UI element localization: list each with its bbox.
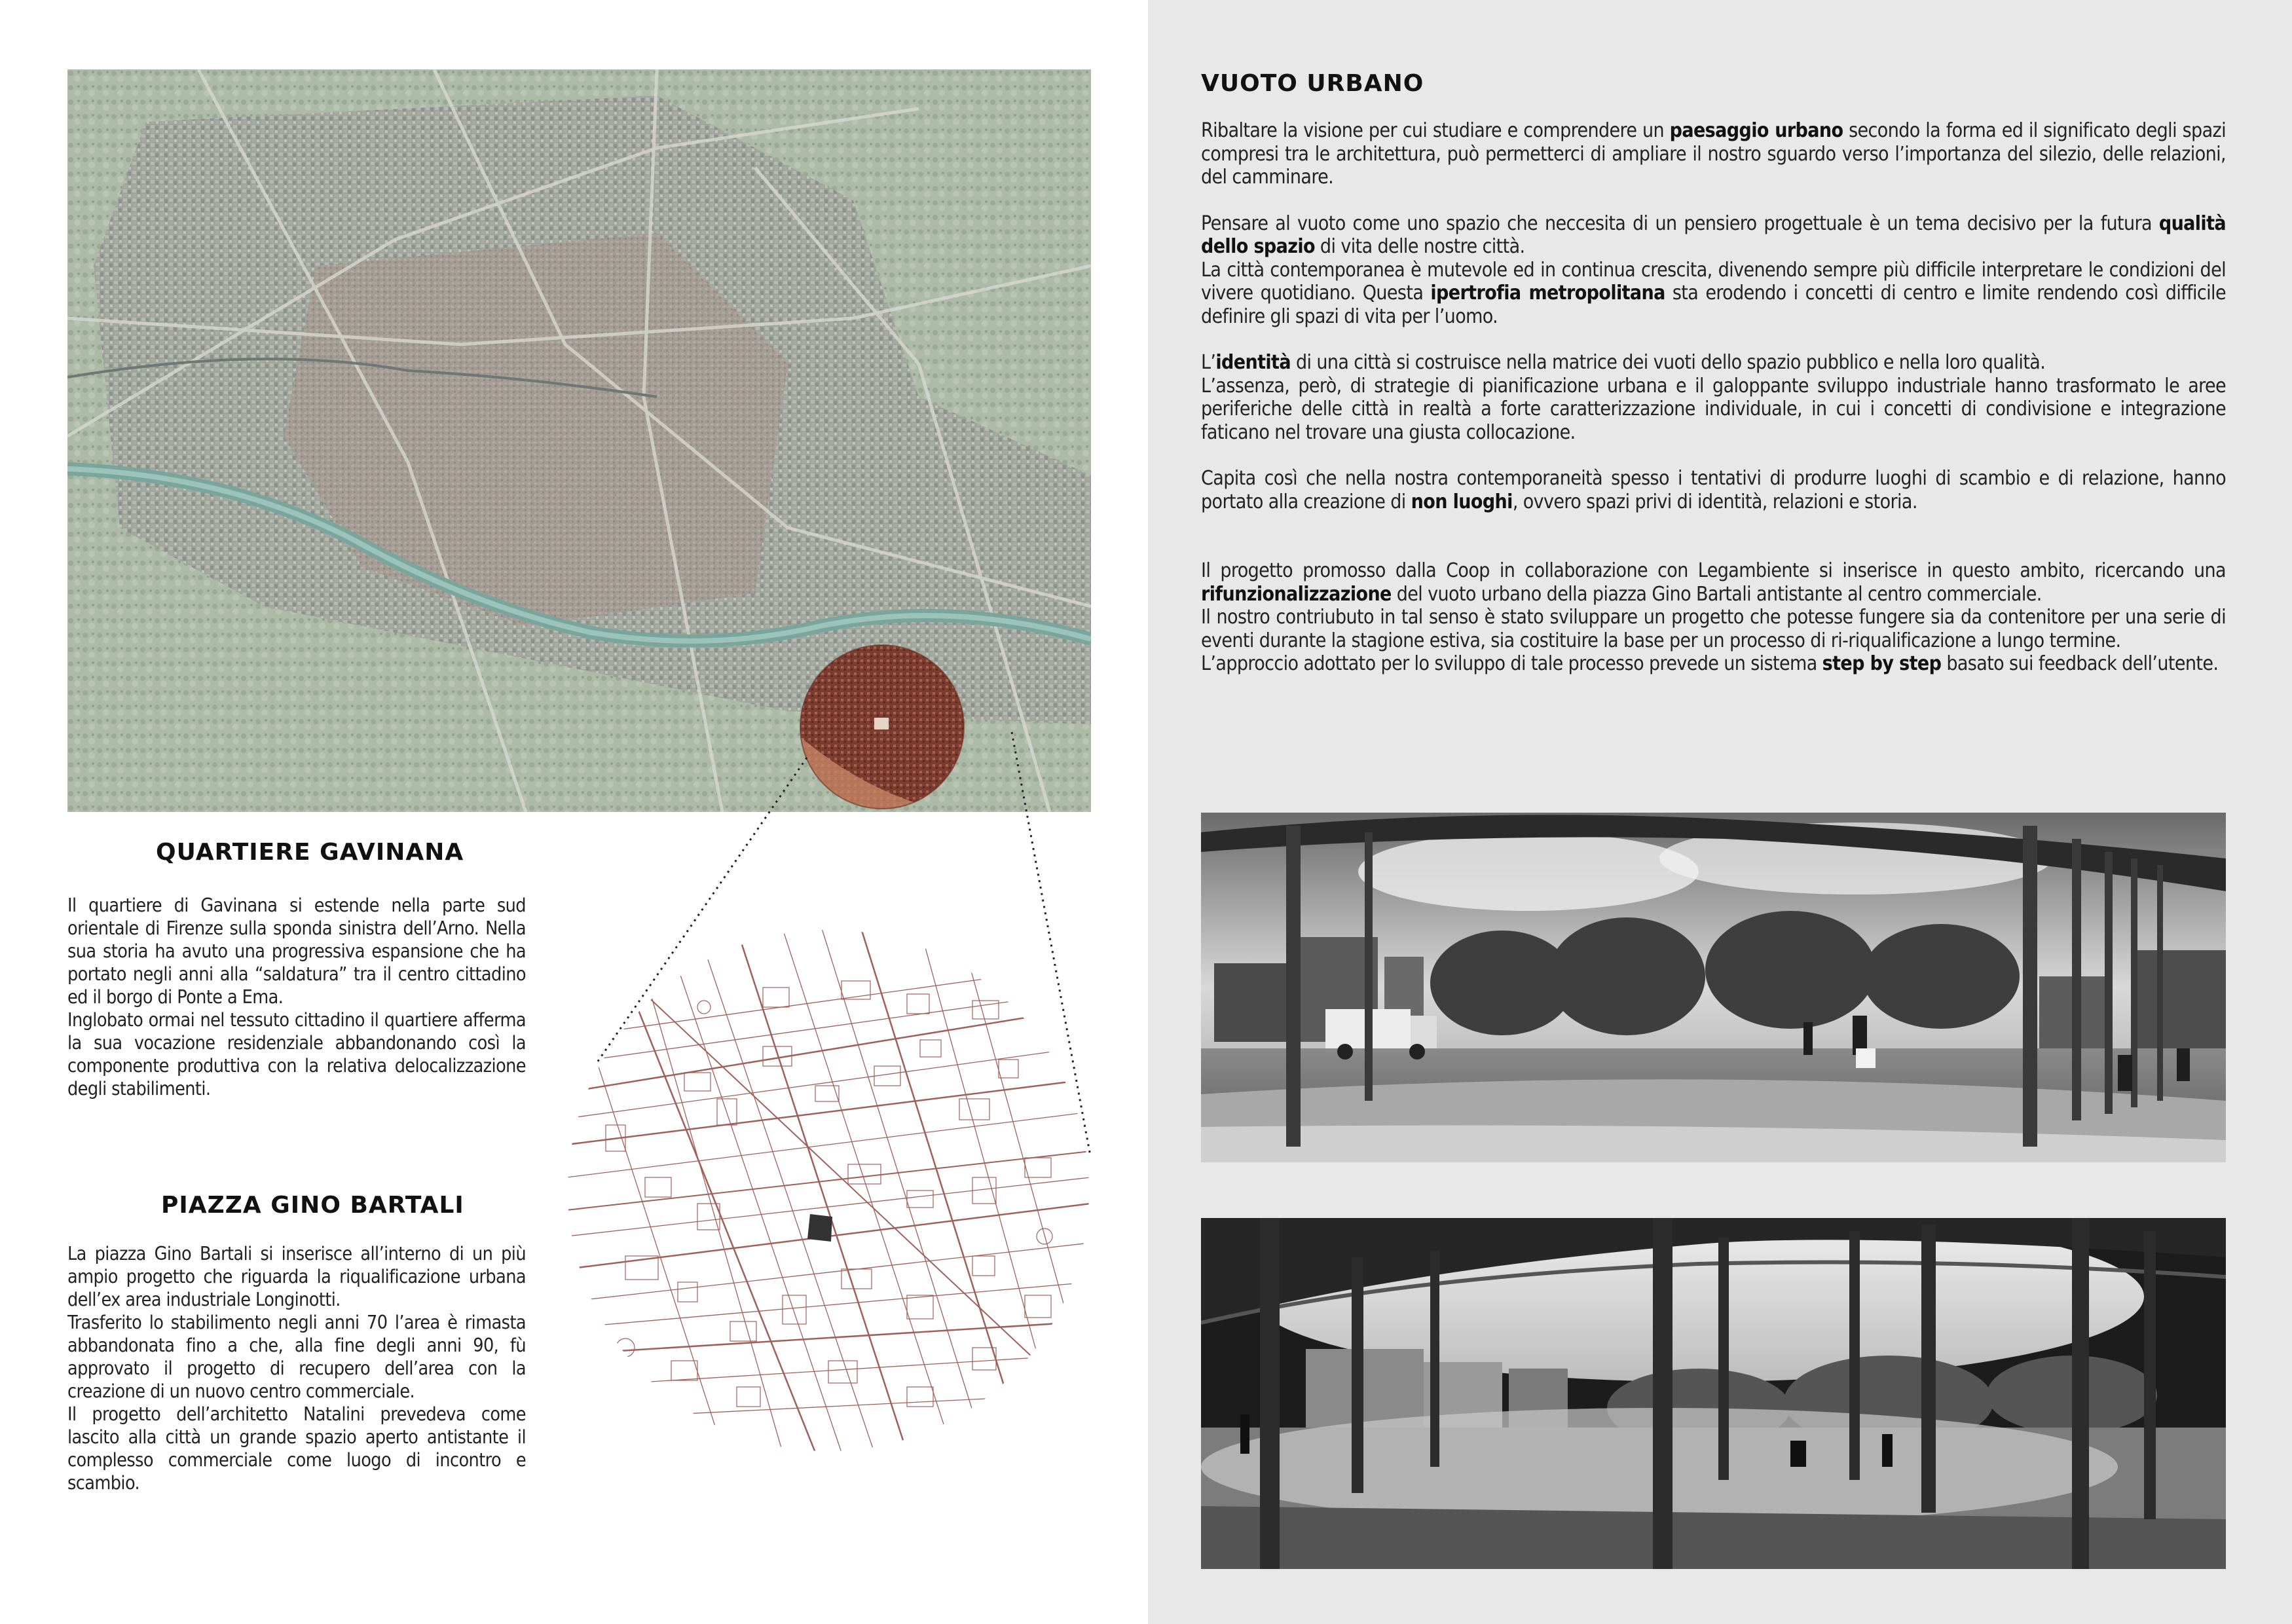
piazza-text [67, 1242, 526, 1494]
street-plan-circle [566, 929, 1090, 1452]
paragraph-5: L’assenza, però, di strategie di pianificazione urbana e il galoppante sviluppo industriale hanno trasformato le aree periferiche delle città in realtà a forte caratterizzazione individuale, in cui i concetti di condivisione e integrazione faticano nel trovare una giusta collocazione. [1201, 374, 2226, 444]
quartiere-paragraph-1: Il quartiere di Gavinana si estende nella parte sud orientale di Firenze sulla sponda sinistra dell’Arno. Nella sua storia ha avuto una progressiva espansione che ha portato negli anni alla “saldatura” tra il centro cittadino ed il borgo di Ponte a Ema. [67, 895, 526, 1008]
piazza-paragraph-2: Trasferito lo stabilimento negli anni 70 l’area è rimasta abbandonata fino a che, alla fine degli anni 90, fù approvato il progetto di recupero dell’area con la creazione di un nuovo centro commerciale. [67, 1312, 526, 1402]
paragraph-7: Il progetto promosso dalla Coop in collaborazione con Legambiente si inserisce in questo ambito, ricercando una rifunzionalizzazione del vuoto urbano della piazza Gino Bartali antistante al centro commerciale. [1201, 559, 2226, 606]
paragraph-2: Pensare al vuoto come uno spazio che neccesita di un pensiero progettuale è un tema decisivo per la futura qualità dello spazio di vita delle nostre città. [1201, 212, 2226, 258]
quartiere-heading: QUARTIERE GAVINANA [156, 839, 464, 866]
photo-1-graphic [1201, 813, 2226, 1162]
quartiere-paragraph-2: Inglobato ormai nel tessuto cittadino il quartiere afferma la sua vocazione residenziale abbandonando così la componente produttiva con la relativa delocalizzazione degli stabilimenti. [67, 1009, 526, 1099]
paragraph-1: Ribaltare la visione per cui studiare e comprendere un paesaggio urbano secondo la forma ed il significato degli spazi compresi tra le architettura, può permetterci di ampliare il nostro sguardo verso l’importanza del silezio, delle relazioni, del camminare. [1201, 119, 2227, 189]
aerial-map-florence [67, 69, 1091, 812]
paragraph-3: La città contemporanea è mutevole ed in continua crescita, divenendo sempre più difficile interpretare le condizioni del vivere quotidiano. Questa ipertrofia metropolitana sta erodendo i concetti di centro e limite rendendo così difficile definire gli spazi di vita per l’uomo. [1201, 258, 2226, 328]
map-graphic [67, 69, 1091, 812]
piazza-paragraph-1: La piazza Gino Bartali si inserisce all’interno di un più ampio progetto che riguarda la riqualificazione urbana dell’ex area industriale Longinotti. [67, 1243, 526, 1310]
piazza-heading: PIAZZA GINO BARTALI [161, 1192, 464, 1219]
piazza-photo-panorama-2 [1201, 1218, 2226, 1569]
piazza-paragraph-3: Il progetto dell’architetto Natalini prevedeva come lascito alla città un grande spazio aperto antistante il complesso commerciale come luogo di incontro e scambio. [67, 1403, 526, 1494]
vuoto-urbano-heading: VUOTO URBANO [1201, 70, 1424, 97]
paragraph-6: Capita così che nella nostra contemporaneità spesso i tentativi di produrre luoghi di scambio e di relazione, hanno portato alla creazione di non luoghi, ovvero spazi privi di identità, relazioni e storia. [1201, 467, 2226, 513]
paragraph-9: L’approccio adottato per lo sviluppo di tale processo prevede un sistema step by step basato sui feedback dell’utente. [1201, 652, 2219, 675]
piazza-photo-panorama-1 [1201, 813, 2226, 1162]
quartiere-text [67, 894, 526, 1100]
street-plan-graphic [566, 929, 1090, 1452]
paragraph-8: Il nostro contriubuto in tal senso è stato sviluppare un progetto che potesse fungere sia da contenitore per una serie di eventi durante la stagione estiva, sia costituire la base per un processo di ri-riqualificazione a lungo termine. [1201, 606, 2226, 652]
paragraph-4: L’identità di una città si costruisce nella matrice dei vuoti dello spazio pubblico e nella loro qualità. [1201, 351, 2046, 374]
photo-2-graphic [1201, 1218, 2226, 1569]
vuoto-urbano-text [1201, 119, 2226, 676]
